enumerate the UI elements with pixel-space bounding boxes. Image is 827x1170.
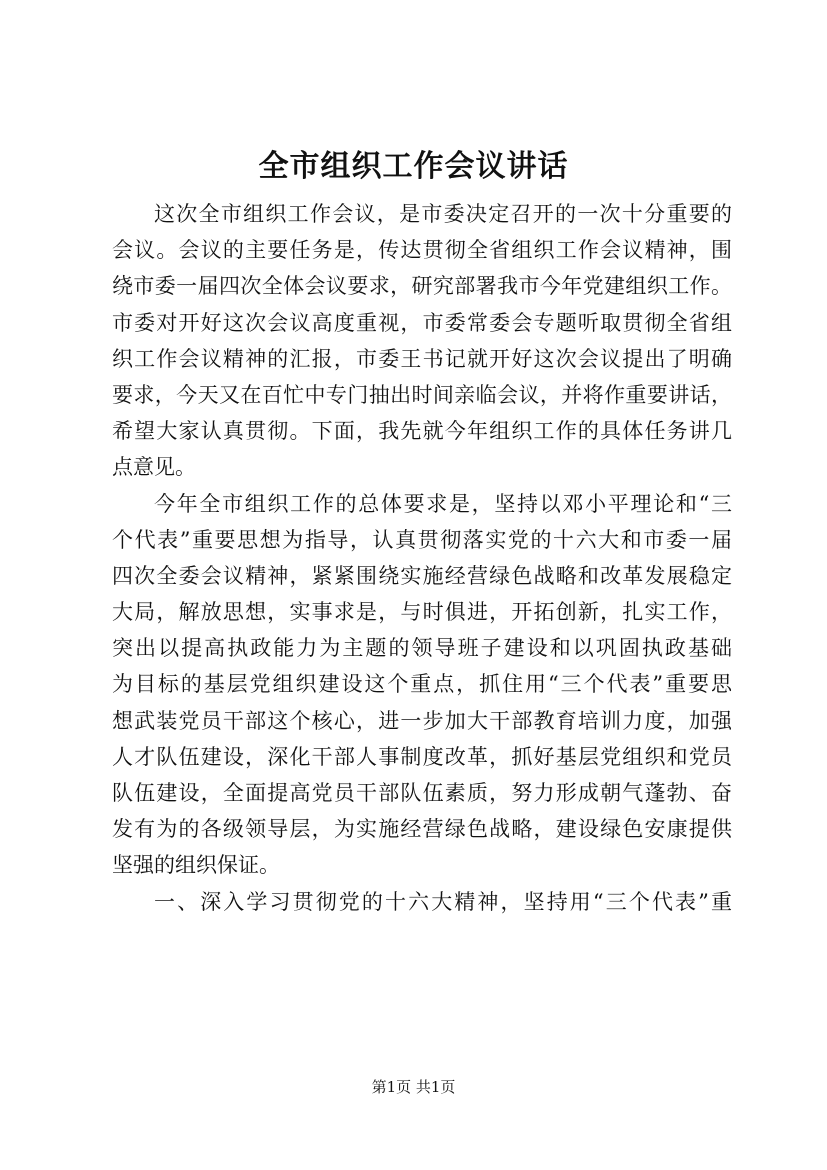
text-line: 为目标的基层党组织建设这个重点，抓住用“三个代表”重要思 <box>112 672 732 697</box>
text-line: 发有为的各级领导层，为实施经营绿色战略，建设绿色安康提供 <box>112 817 732 842</box>
page-footer: 第1页 共1页 <box>371 1078 456 1096</box>
text-line: 点意见。 <box>112 455 196 480</box>
paragraph-1 <box>112 196 732 486</box>
text-line: 今年全市组织工作的总体要求是，坚持以邓小平理论和“三 <box>154 491 732 516</box>
text-line: 市委对开好这次会议高度重视，市委常委会专题听取贯彻全省组 <box>112 310 732 335</box>
document-title: 全市组织工作会议讲话 <box>258 149 569 184</box>
text-line: 四次全委会议精神，紧紧围绕实施经营绿色战略和改革发展稳定 <box>112 563 732 588</box>
text-line: 织工作会议精神的汇报，市委王书记就开好这次会议提出了明确 <box>112 346 732 371</box>
text-line: 一、深入学习贯彻党的十六大精神，坚持用“三个代表”重 <box>154 889 732 914</box>
text-line: 绕市委一届四次全体会议要求，研究部署我市今年党建组织工作。 <box>112 274 732 299</box>
text-line: 坚强的组织保证。 <box>112 853 280 878</box>
text-line: 这次全市组织工作会议，是市委决定召开的一次十分重要的 <box>154 202 732 226</box>
text-line: 希望大家认真贯彻。下面，我先就今年组织工作的具体任务讲几 <box>112 419 732 444</box>
paragraph-2 <box>112 486 732 884</box>
text-line: 人才队伍建设，深化干部人事制度改革，抓好基层党组织和党员 <box>112 744 732 769</box>
text-line: 要求，今天又在百忙中专门抽出时间亲临会议，并将作重要讲话， <box>112 382 732 407</box>
text-line: 想武装党员干部这个核心，进一步加大干部教育培训力度，加强 <box>112 708 732 733</box>
text-line: 突出以提高执政能力为主题的领导班子建设和以巩固执政基础 <box>112 636 732 661</box>
document-body <box>112 196 732 920</box>
text-line: 队伍建设，全面提高党员干部队伍素质，努力形成朝气蓬勃、奋 <box>112 781 732 805</box>
text-line: 会议。会议的主要任务是，传达贯彻全省组织工作会议精神，围 <box>112 238 732 263</box>
paragraph-3 <box>112 884 732 920</box>
text-line: 个代表”重要思想为指导，认真贯彻落实党的十六大和市委一届 <box>112 527 732 552</box>
text-line: 大局，解放思想，实事求是，与时俱进，开拓创新，扎实工作， <box>112 600 732 625</box>
